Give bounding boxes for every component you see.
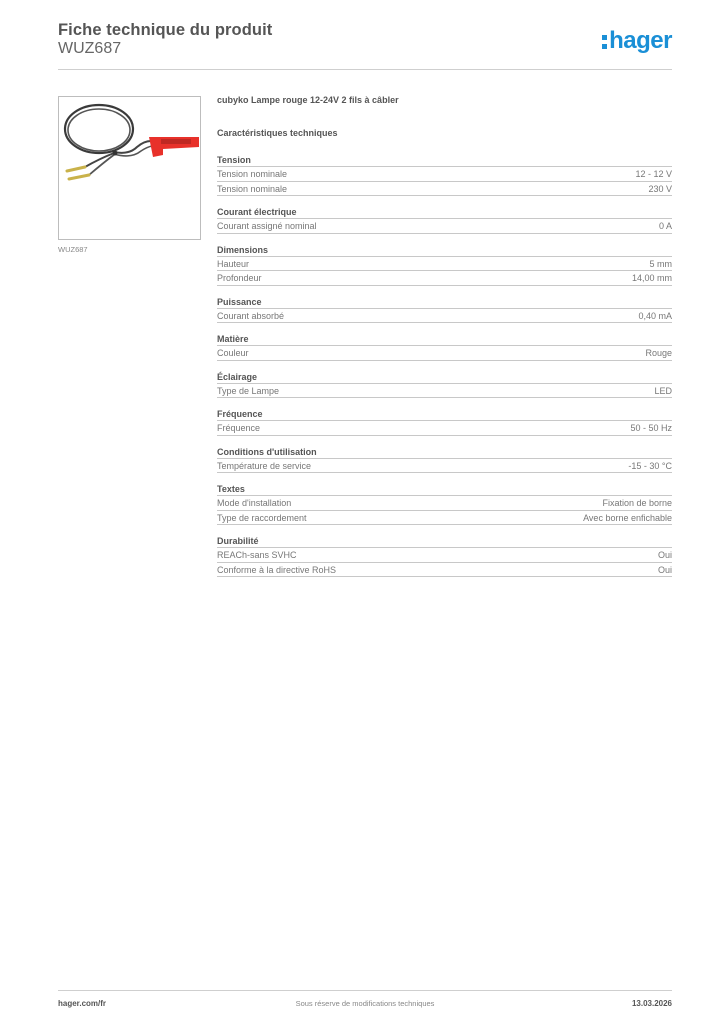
spec-group [217,445,672,474]
spec-group [217,295,672,324]
spec-group [217,407,672,436]
spec-group [217,243,672,286]
spec-value: 5 mm [649,258,672,269]
spec-label: REACh-sans SVHC [217,550,297,560]
spec-value: Rouge [645,348,672,358]
lamp-cable-icon [59,97,200,239]
spec-row [217,257,672,272]
group-title: Éclairage [217,370,672,384]
product-image [58,96,201,240]
spec-group [217,153,672,196]
footer-website-link[interactable]: hager.com/fr [58,999,107,1008]
spec-row [217,384,672,399]
spec-row [217,511,672,526]
spec-value: Fixation de borne [602,498,672,508]
spec-row [217,496,672,511]
spec-groups [217,153,672,577]
section-heading: Caractéristiques techniques [217,128,338,138]
product-reference: WUZ687 [58,40,122,57]
group-title: Matière [217,332,672,346]
spec-value: -15 - 30 °C [628,460,672,471]
spec-label: Courant absorbé [217,310,285,321]
spec-label: Courant assigné nominal [217,221,317,231]
footer-disclaimer: Sous réserve de modifications techniques [295,999,435,1008]
spec-group [217,370,672,399]
spec-group [217,534,672,577]
spec-row [217,459,672,474]
footer-date: 13.03.2026 [631,999,672,1008]
group-title: Dimensions [217,243,672,257]
spec-label: Conforme à la directive RoHS [217,564,337,575]
spec-label: Tension nominale [217,183,288,194]
spec-label: Type de raccordement [217,512,307,523]
spec-label: Type de Lampe [217,385,280,396]
spec-value: Oui [657,564,672,575]
spec-value: Oui [657,550,672,560]
spec-value: 0,40 mA [638,310,672,321]
page-header [58,20,672,70]
spec-group [217,205,672,234]
spec-value: 230 V [648,183,672,194]
spec-label: Fréquence [217,423,261,433]
spec-row [217,182,672,197]
spec-row [217,548,672,563]
spec-row [217,421,672,436]
image-caption: WUZ687 [58,245,88,254]
page-title: Fiche technique du produit [58,21,273,39]
spec-label: Profondeur [217,273,262,283]
spec-label: Tension nominale [217,169,288,179]
spec-label: Température de service [217,460,312,471]
spec-value: Avec borne enfichable [583,512,672,523]
spec-label: Hauteur [217,258,250,269]
group-title: Textes [217,482,672,496]
group-title: Tension [217,153,672,167]
page-footer [58,990,672,1010]
group-title: Conditions d'utilisation [217,445,672,459]
spec-row [217,346,672,361]
spec-row [217,271,672,286]
spec-label: Couleur [217,348,249,358]
spec-row [217,309,672,324]
spec-row [217,219,672,234]
spec-value: 14,00 mm [631,273,672,283]
group-title: Courant électrique [217,205,672,219]
spec-content [217,95,672,586]
spec-value: 0 A [658,221,672,231]
hager-logo: hager [602,28,672,54]
spec-value: LED [654,385,672,396]
logo-colon-icon [602,33,607,49]
spec-row [217,167,672,182]
group-title: Durabilité [217,534,672,548]
spec-group [217,332,672,361]
spec-value: 12 - 12 V [635,169,672,179]
spec-label: Mode d'installation [217,498,292,508]
spec-row [217,563,672,578]
product-name: cubyko Lampe rouge 12-24V 2 fils à câbler [217,95,399,105]
group-title: Fréquence [217,407,672,421]
group-title: Puissance [217,295,672,309]
spec-group [217,482,672,525]
spec-value: 50 - 50 Hz [630,423,672,433]
